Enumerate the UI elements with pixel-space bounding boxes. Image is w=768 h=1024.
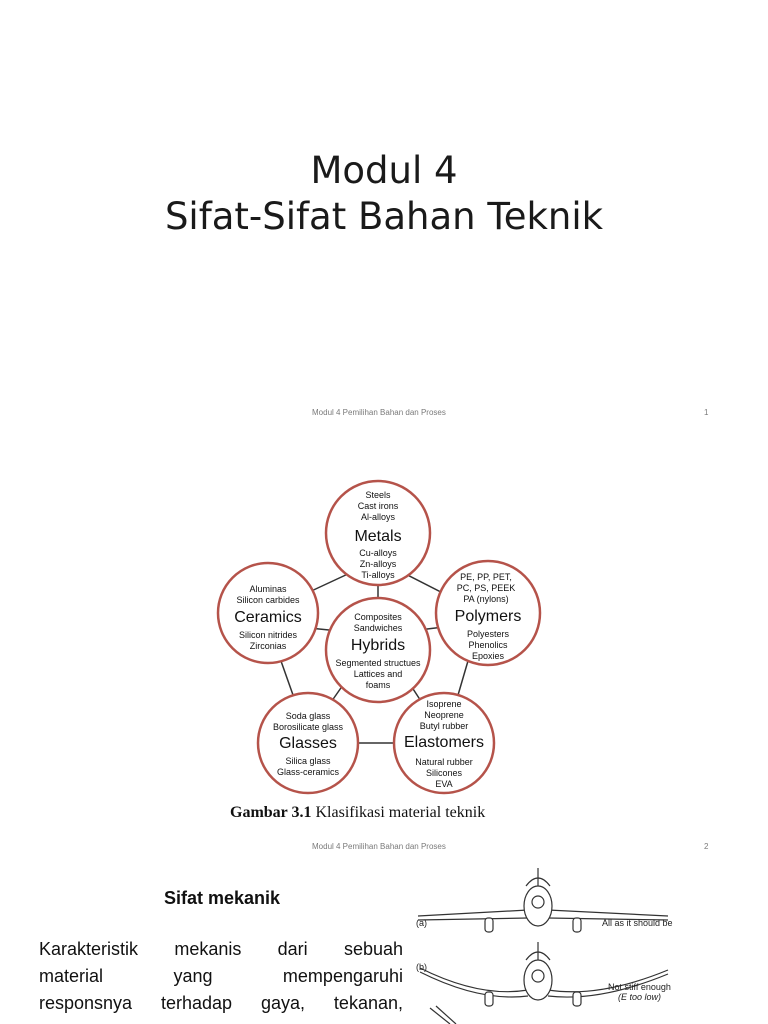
- metals-line: Al-alloys: [360, 512, 396, 522]
- figure-caption: [230, 804, 485, 822]
- section-heading: Sifat mekanik: [164, 888, 281, 908]
- polymers-line: PA (nylons): [463, 594, 509, 604]
- elastomers-line: Isoprene: [426, 699, 462, 709]
- label-b: (b): [416, 962, 427, 972]
- caption-label: Gambar 3.1: [230, 804, 312, 821]
- slide1-title: [0, 148, 768, 240]
- glasses-line: Glass-ceramics: [276, 767, 340, 777]
- label-a: (a): [416, 918, 427, 928]
- elastomers-line: EVA: [435, 779, 453, 789]
- hybrids-line: foams: [365, 680, 391, 690]
- glasses-line: Silica glass: [285, 756, 331, 766]
- body-line: material yang mempengaruhi: [39, 966, 403, 986]
- polymers-line: Polyesters: [466, 629, 510, 639]
- glasses-line: Borosilicate glass: [272, 722, 344, 732]
- body-line: responsnya terhadap gaya, tekanan,: [39, 993, 403, 1013]
- metals-line: Cu-alloys: [359, 548, 397, 558]
- material-classification-diagram: [210, 475, 550, 825]
- airplane-stiffness-figure: [410, 868, 680, 1024]
- caption-a: All as it should be: [602, 918, 673, 928]
- elastomers-line: Butyl rubber: [419, 721, 469, 731]
- hybrids-line: Sandwiches: [353, 623, 403, 633]
- hybrids-line: Segmented structues: [335, 658, 421, 668]
- hybrids-line: Lattices and: [353, 669, 403, 679]
- caption-b: Not stiff enough: [608, 982, 671, 992]
- polymers-line: PE, PP, PET,: [460, 572, 512, 582]
- glasses-line: Soda glass: [285, 711, 331, 721]
- metals-line: Cast irons: [357, 501, 399, 511]
- hybrids-line: Composites: [354, 612, 402, 622]
- elastomers-line: Silicones: [425, 768, 463, 778]
- polymers-title: Polymers: [454, 608, 522, 625]
- title-line-2: Sifat-Sifat Bahan Teknik: [164, 195, 604, 238]
- title-line-1: Modul 4: [310, 149, 458, 192]
- polymers-line: Epoxies: [471, 651, 505, 661]
- caption-text: Klasifikasi material teknik: [315, 804, 486, 821]
- metals-title: Metals: [354, 528, 402, 545]
- polymers-line: PC, PS, PEEK: [456, 583, 516, 593]
- metals-line: Steels: [365, 490, 391, 500]
- note-b: (E too low): [618, 992, 662, 1002]
- footer-text: Modul 4 Pemilihan Bahan dan Proses: [312, 842, 446, 851]
- ceramics-line: Silicon nitrides: [238, 630, 298, 640]
- glasses-title: Glasses: [279, 735, 337, 752]
- hybrids-title: Hybrids: [350, 637, 406, 654]
- metals-line: Ti-alloys: [361, 570, 395, 580]
- elastomers-line: Natural rubber: [415, 757, 473, 767]
- footer-text: Modul 4 Pemilihan Bahan dan Proses: [312, 408, 446, 417]
- ceramics-line: Silicon carbides: [236, 595, 300, 605]
- polymers-line: Phenolics: [468, 640, 508, 650]
- ceramics-line: Zirconias: [249, 641, 287, 651]
- ceramics-title: Ceramics: [234, 609, 302, 626]
- metals-line: Zn-alloys: [359, 559, 397, 569]
- body-paragraph: [39, 936, 403, 1017]
- ceramics-line: Aluminas: [249, 584, 287, 594]
- page-number: 1: [704, 408, 709, 417]
- page-number: 2: [704, 842, 709, 851]
- elastomers-title: Elastomers: [403, 734, 485, 751]
- elastomers-line: Neoprene: [424, 710, 464, 720]
- body-line: Karakteristik mekanis dari sebuah: [39, 939, 403, 959]
